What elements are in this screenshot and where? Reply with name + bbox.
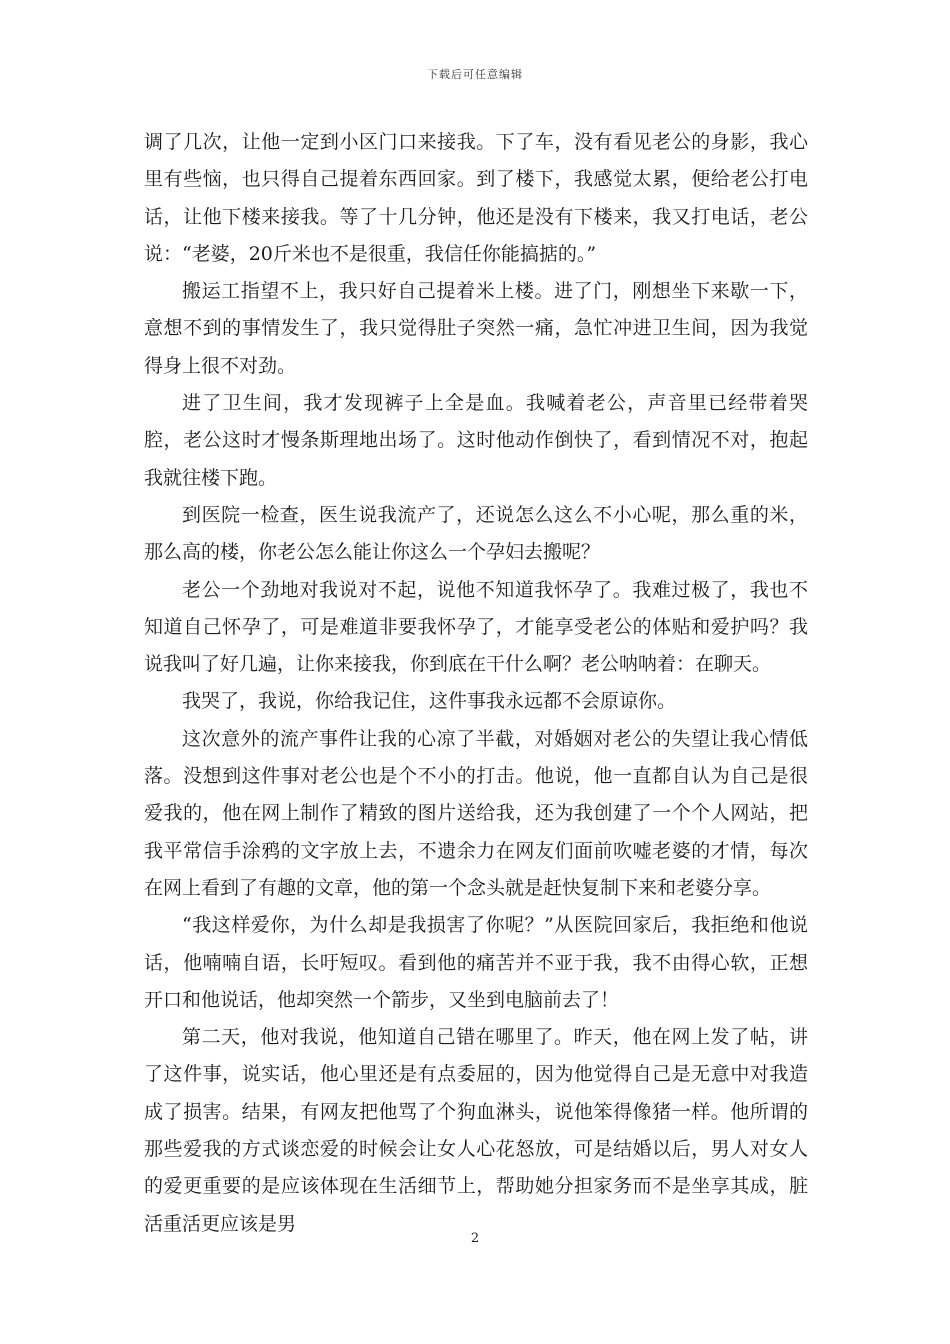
- paragraph-2: 搬运工指望不上，我只好自己提着米上楼。进了门，刚想坐下来歇一下，意想不到的事情发生了，我只觉得肚子突然一痛，急忙冲进卫生间，因为我觉得身上很不对劲。: [144, 280, 808, 377]
- paragraph-6: 我哭了，我说，你给我记住，这件事我永远都不会原谅你。: [182, 690, 677, 713]
- paragraph-9: 第二天，他对我说，他知道自己错在哪里了。昨天，他在网上发了帖，讲了这件事，说实话，他心里还是有点委屈的，因为他觉得自己是无意中对我造成了损害。结果，有网友把他骂了个狗血淋头，说他笨得像猪一样。他所谓的那些爱我的方式谈恋爱的时候会让女人心花怒放，可是结婚以后，男人对女人的爱更重要的是应该体现在生活细节上，帮助她分担家务而不是坐享其成，脏活重活更应该是男: [144, 1026, 808, 1235]
- paragraph-8: “我这样爱你，为什么却是我损害了你呢？”从医院回家后，我拒绝和他说话，他喃喃自语，长吁短叹。看到他的痛苦并不亚于我，我不由得心软，正想开口和他说话，他却突然一个箭步，又坐到电脑前去了！: [144, 914, 808, 1011]
- paragraph-7: 这次意外的流产事件让我的心凉了半截，对婚姻对老公的失望让我心情低落。没想到这件事对老公也是个不小的打击。他说，他一直都自认为自己是很爱我的，他在网上制作了精致的图片送给我，还为我创建了一个个人网站，把我平常信手涂鸦的文字放上去，不遗余力在网友们面前吹嘘老婆的才情，每次在网上看到了有趣的文章，他的第一个念头就是赶快复制下来和老婆分享。: [144, 727, 808, 899]
- paragraph-3: 进了卫生间，我才发现裤子上全是血。我喊着老公，声音里已经带着哭腔，老公这时才慢条斯理地出场了。这时他动作倒快了，看到情况不对，抱起我就往楼下跑。: [144, 392, 808, 489]
- paragraph-5: 老公一个劲地对我说对不起，说他不知道我怀孕了。我难过极了，我也不知道自己怀孕了，可是难道非要我怀孕了，才能享受老公的体贴和爱护吗？我说我叫了好几遍，让你来接我，你到底在干什么啊？老公呐呐着：在聊天。: [144, 578, 808, 676]
- paragraph-1: 调了几次，让他一定到小区门口来接我。下了车，没有看见老公的身影，我心里有些恼，也只得自己提着东西回家。到了楼下，我感觉太累，便给老公打电话，让他下楼来接我。等了十几分钟，他还是没有下楼来，我又打电话，老公说：“老婆，20斤米也不是很重，我信任你能搞掂的。”: [144, 131, 808, 265]
- page-number: 2: [470, 1231, 480, 1246]
- paragraph-4: 到医院一检查，医生说我流产了，还说怎么这么不小心呢，那么重的米，那么高的楼，你老公怎么能让你这么一个孕妇去搬呢？: [144, 503, 808, 564]
- page-header: 下载后可任意编辑: [427, 68, 523, 81]
- article-body: [144, 124, 808, 1243]
